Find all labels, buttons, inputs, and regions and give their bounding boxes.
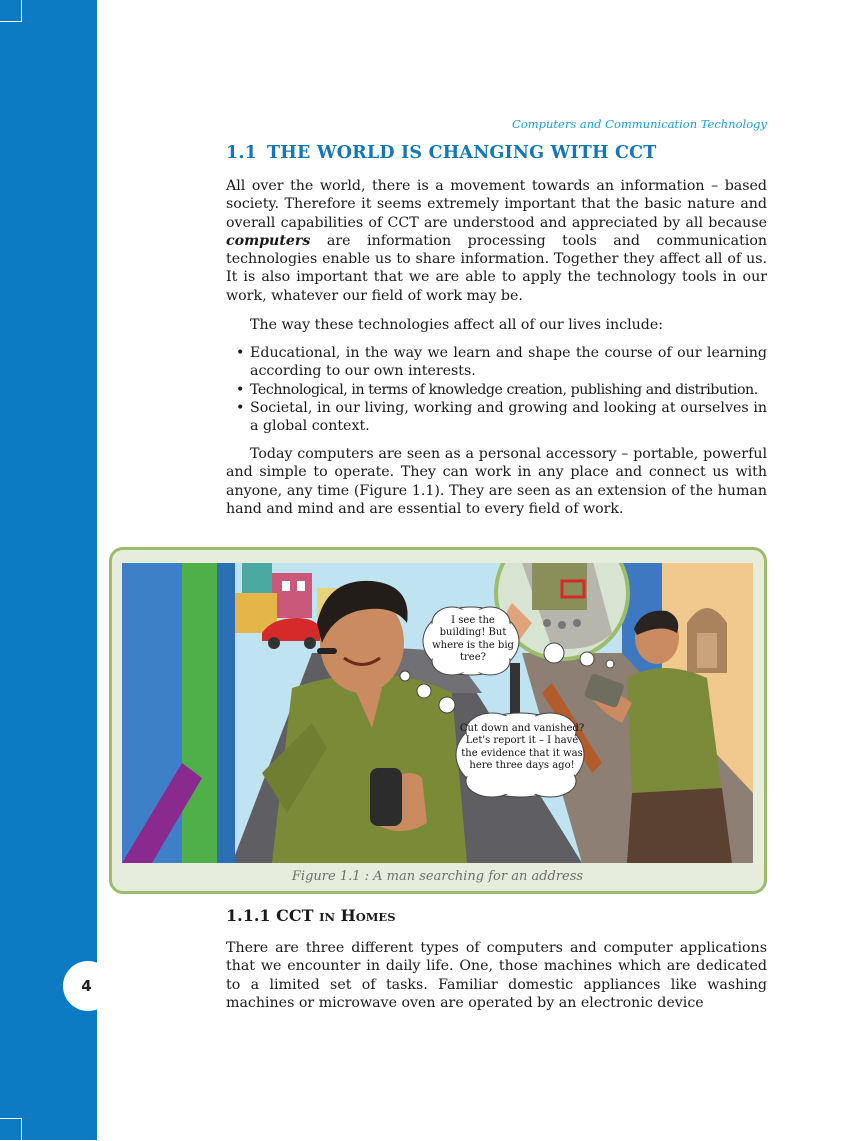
emphasis-computers: computers — [226, 232, 311, 249]
subsection-number: 1.1.1 — [226, 906, 271, 925]
subsection-title-cap: H — [340, 906, 356, 925]
section-number: 1.1 — [226, 143, 258, 163]
subsection-title-small-2: OMES — [355, 910, 396, 924]
figure-caption: Figure 1.1 : A man searching for an address — [291, 869, 584, 884]
running-head: Computers and Communication Technology — [512, 117, 767, 131]
paragraph-personal-accessory: Today computers are seen as a personal accessory – portable, powerful and simple to operate. They can work in any place and connect us with anyone, any time (Figure 1.1). They are seen as an extension of the human hand and mind and are essential to every field of work. — [226, 446, 767, 517]
paragraph-intro-start: All over the world, there is a movement towards an information – based society. Therefore it seems extremely important that the basic nature and overall capabilities of CCT are understood and appreciated by all because — [226, 178, 767, 231]
crop-mark-bottom — [0, 1118, 22, 1141]
section-title: THE WORLD IS CHANGING WITH CCT — [267, 143, 657, 163]
paragraph-intro-end: are information processing tools and communication technologies enable us to share information. Together they affect all of us. It is also important that we are able to apply the technology tools in our work, whatever our field of work may be. — [226, 232, 767, 304]
subsection-title-small-1: IN — [319, 910, 335, 924]
speech-bubble-1-text: I see the building! But where is the big tree? — [432, 615, 514, 663]
speech-bubble-2-text: Cut down and vanished? Let's report it – I have the evidence that it was here three days ago! — [459, 723, 585, 771]
illustration-street-scene — [122, 563, 753, 863]
subsection-heading — [226, 906, 396, 925]
page-number: 4 — [81, 977, 92, 995]
effects-bullet-list — [236, 344, 767, 435]
bullet-technological: • Technological, in terms of knowledge creation, publishing and distribution. — [236, 381, 767, 399]
figure-illustration — [122, 563, 753, 863]
subsection-title-main: CCT — [276, 906, 314, 925]
paragraph-homes: There are three different types of computers and computer applications that we encounter in daily life. One, those machines which are dedicated to a limited set of tasks. Familiar domestic appliances like washing machines or microwave oven are operated by an electronic device — [226, 940, 767, 1011]
crop-mark-top — [0, 0, 22, 22]
paragraph-effects-lead: The way these technologies affect all of our lives include: — [250, 317, 664, 333]
bullet-societal: • Societal, in our living, working and growing and looking at ourselves in a global context. — [236, 399, 767, 436]
section-heading — [226, 143, 657, 163]
page-number-badge — [63, 961, 113, 1011]
paragraph-intro — [226, 177, 767, 305]
bullet-educational: • Educational, in the way we learn and shape the course of our learning according to our own interests. — [236, 344, 767, 381]
